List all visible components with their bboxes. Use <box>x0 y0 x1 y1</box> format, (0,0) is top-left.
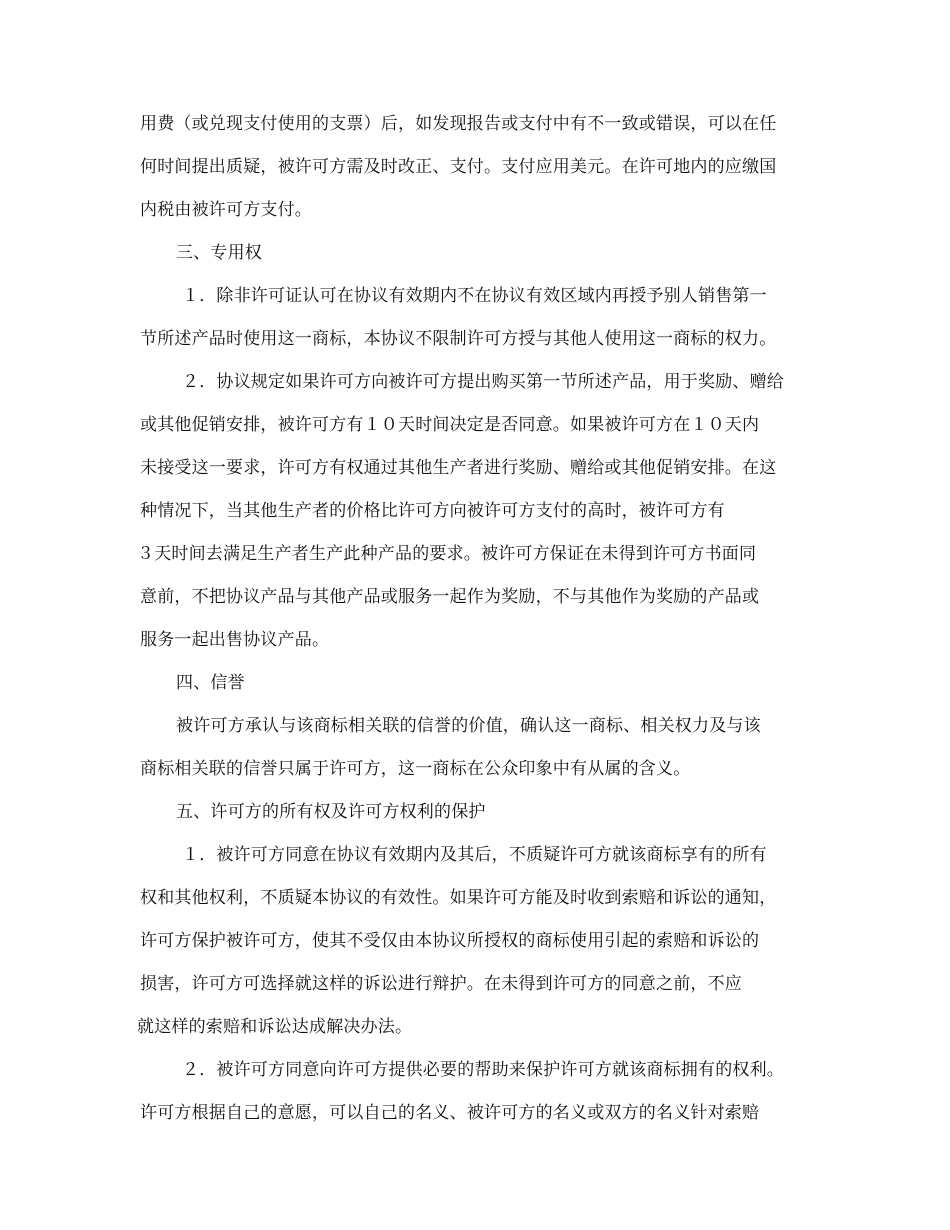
text-line: 权和其他权利，不质疑本协议的有效性。如果许可方能及时收到索赔和诉讼的通知， <box>140 888 777 908</box>
text-line: 何时间提出质疑，被许可方需及时改正、支付。支付应用美元。在许可地内的应缴国 <box>140 157 777 177</box>
text-line: ２．协议规定如果许可方向被许可方提出购买第一节所述产品，用于奖励、赠给 <box>182 372 784 392</box>
section-heading: 四、信誉 <box>176 673 245 693</box>
text-line: 服务一起出售协议产品。 <box>140 630 330 650</box>
text-line: 未接受这一要求，许可方有权通过其他生产者进行奖励、赠给或其他促销安排。在这 <box>140 458 777 478</box>
text-line: ３天时间去满足生产者生产此种产品的要求。被许可方保证在未得到许可方书面同 <box>137 544 757 564</box>
text-line: 或其他促销安排，被许可方有１０天时间决定是否同意。如果被许可方在１０天内 <box>140 415 760 435</box>
text-line: 损害，许可方可选择就这样的诉讼进行辩护。在未得到许可方的同意之前，不应 <box>140 974 742 994</box>
text-line: 许可方保护被许可方，使其不受仅由本协议所授权的商标使用引起的索赔和诉讼的 <box>140 931 760 951</box>
text-line: 许可方根据自己的意愿，可以自己的名义、被许可方的名义或双方的名义针对索赔 <box>140 1103 760 1123</box>
text-line: １．除非许可证认可在协议有效期内不在协议有效区域内再授予别人销售第一 <box>182 286 767 306</box>
text-line: 被许可方承认与该商标相关联的信誉的价值，确认这一商标、相关权力及与该 <box>176 716 761 736</box>
text-line: ２．被许可方同意向许可方提供必要的帮助来保护许可方就该商标拥有的权利。 <box>182 1060 784 1080</box>
text-line: 节所述产品时使用这一商标，本协议不限制许可方授与其他人使用这一商标的权力。 <box>140 329 777 349</box>
text-line: 用费（或兑现支付使用的支票）后，如发现报告或支付中有不一致或错误，可以在任 <box>140 114 777 134</box>
section-heading: 五、许可方的所有权及许可方权利的保护 <box>176 802 486 822</box>
section-heading: 三、专用权 <box>176 243 262 263</box>
text-line: 内税由被许可方支付。 <box>140 200 312 220</box>
text-line: 就这样的索赔和诉讼达成解决办法。 <box>137 1017 413 1037</box>
text-line: 种情况下，当其他生产者的价格比许可方向被许可方支付的高时，被许可方有 <box>140 501 725 521</box>
text-line: 商标相关联的信誉只属于许可方，这一商标在公众印象中有从属的含义。 <box>140 759 691 779</box>
text-line: 意前，不把协议产品与其他产品或服务一起作为奖励，不与其他作为奖励的产品或 <box>140 587 760 607</box>
text-line: １．被许可方同意在协议有效期内及其后，不质疑许可方就该商标享有的所有 <box>182 845 767 865</box>
